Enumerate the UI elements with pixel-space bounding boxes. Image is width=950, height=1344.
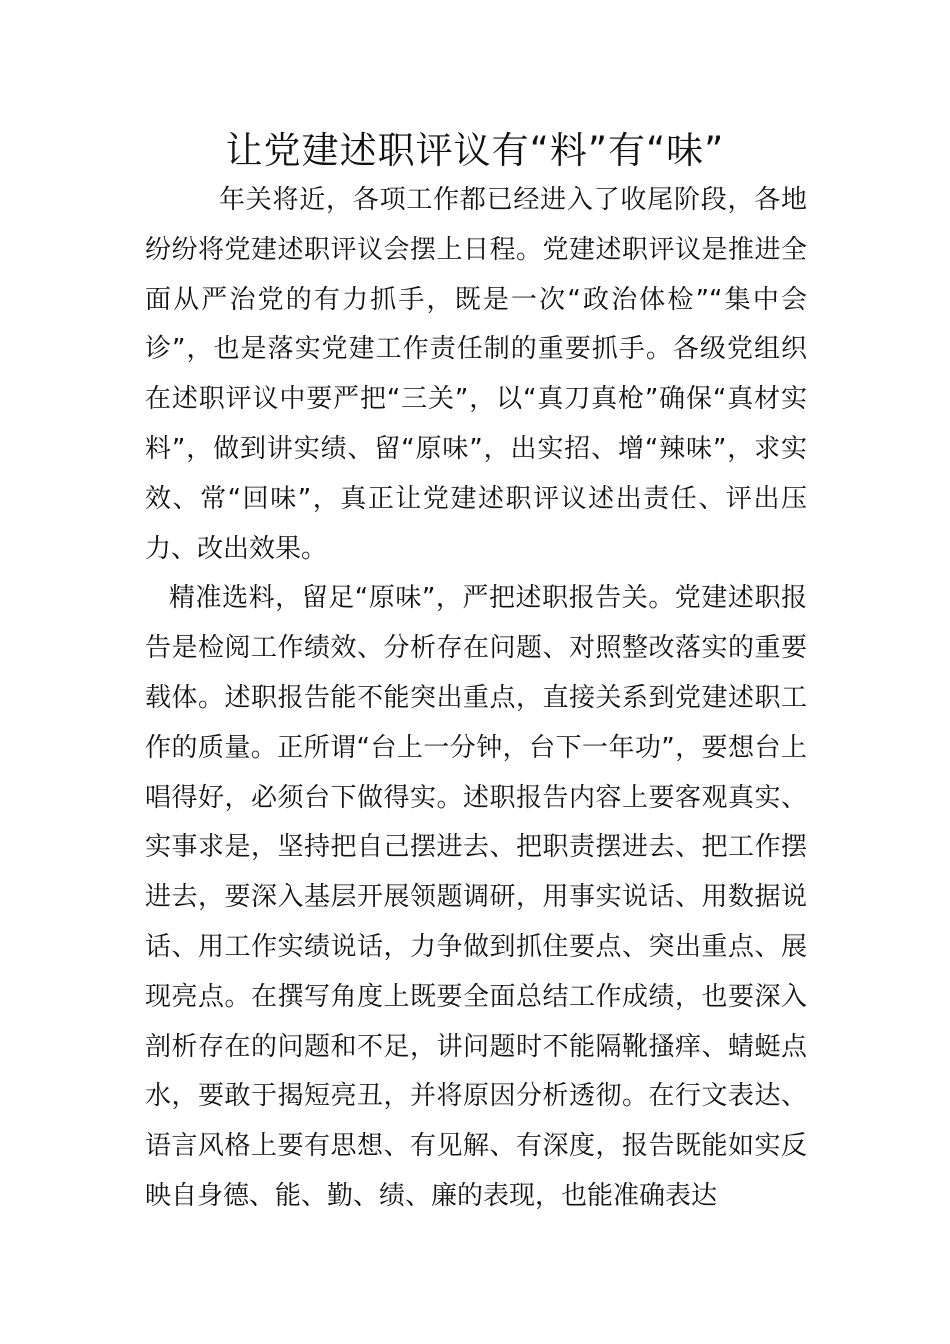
paragraph-report: 精准选料，留足“原味”，严把述职报告关。党建述职报告是检阅工作绩效、分析存在问题、对照整改落实的重要载体。述职报告能不能突出重点，直接关系到党建述职工作的质量。正所谓“台上一分钟，台下一年功”，要想台上唱得好，必须台下做得实。述职报告内容上要客观真实、实事求是，坚持把自己摆进去、把职责摆进去、把工作摆进去，要深入基层开展领题调研，用事实说话、用数据说话、用工作实绩说话，力争做到抓住要点、突出重点、展现亮点。在撰写角度上既要全面总结工作成绩，也要深入剖析存在的问题和不足，讲问题时不能隔靴搔痒、蜻蜓点水，要敢于揭短亮丑，并将原因分析透彻。在行文表达、语言风格上要有思想、有见解、有深度，报告既能如实反映自身德、能、勤、绩、廉的表现，也能准确表达 [145,583,807,1211]
document-title: 让党建述职评议有“料”有“味” [225,129,725,172]
paragraph-intro: 年关将近，各项工作都已经进入了收尾阶段，各地纷纷将党建述职评议会摆上日程。党建述职评议是推进全面从严治党的有力抓手，既是一次“政治体检”“集中会诊”，也是落实党建工作责任制的重要抓手。各级党组织在述职评议中要严把“三关”，以“真刀真枪”确保“真材实料”，做到讲实绩、留“原味”，出实招、增“辣味”，求实效、常“回味”，真正让党建述职评议述出责任、评出压力、改出效果。 [145,185,807,564]
document-body [145,176,807,1222]
